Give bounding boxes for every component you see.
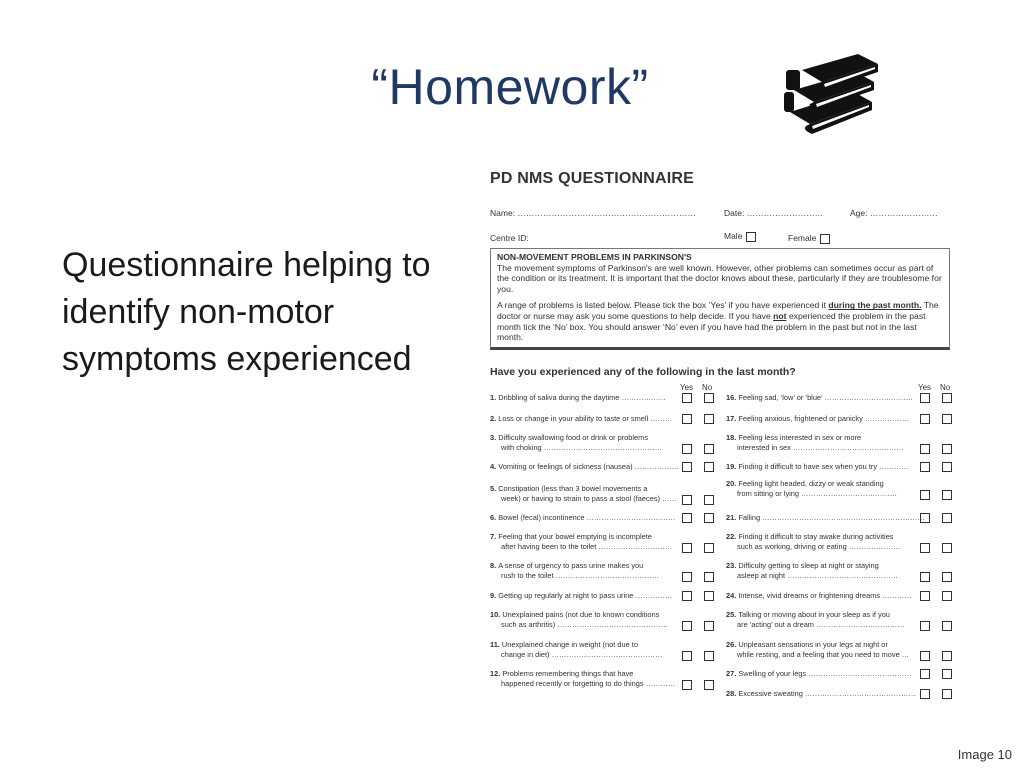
left-no-checkbox [704,680,714,690]
right-yes-checkbox [920,651,930,661]
slide-title: “Homework” [371,59,649,115]
left-yes-checkbox [682,651,692,661]
left-no-checkbox [704,651,714,661]
right-yes-checkbox [920,393,930,403]
right-item: 19. Finding it difficult to have sex when you try ………… [726,462,909,471]
right-no-checkbox [942,572,952,582]
intro-heading: NON-MOVEMENT PROBLEMS IN PARKINSON'S [497,252,692,262]
female-option [788,233,830,244]
right-no-checkbox [942,651,952,661]
left-yes-checkbox [682,495,692,505]
right-yes-checkbox [920,621,930,631]
female-checkbox [820,234,830,244]
left-no-checkbox [704,444,714,454]
age-field: Age: …………………… [850,208,938,218]
left-item: 8. A sense of urgency to pass urine makes you rush to the toilet …………………………………… [490,561,660,580]
right-yes-checkbox [920,543,930,553]
left-no-checkbox [704,543,714,553]
left-item: 1. Dribbling of saliva during the daytime ……………… [490,393,666,402]
left-yes-checkbox [682,680,692,690]
right-item: 21. Falling ………………………………………………………… [726,513,925,522]
yes-header-right: Yes [918,383,932,392]
left-yes-checkbox [682,591,692,601]
right-item: 23. Difficulty getting to sleep at night or staying asleep at night ……………………………………… [726,561,898,580]
right-no-checkbox [942,689,952,699]
right-no-checkbox [942,444,952,454]
left-item: 12. Problems remembering things that have happened recently or forgetting to do things ………… [490,669,676,688]
right-yes-checkbox [920,414,930,424]
left-item: 5. Constipation (less than 3 bowel movements a week) or having to strain to pass a stool (faeces) …… [490,484,677,503]
left-no-checkbox [704,462,714,472]
right-yes-checkbox [920,490,930,500]
left-yes-checkbox [682,543,692,553]
left-item: 10. Unexplained pains (not due to known conditions such as arthritis) ……………………………………… [490,610,669,629]
right-no-checkbox [942,414,952,424]
right-no-checkbox [942,669,952,679]
right-item: 20. Feeling light headed, dizzy or weak standing from sitting or lying ………………………………… [726,479,898,498]
left-yes-checkbox [682,393,692,403]
right-no-checkbox [942,462,952,472]
right-no-checkbox [942,393,952,403]
right-no-checkbox [942,513,952,523]
date-field: Date: ……………………… [724,208,824,218]
intro-paragraph-1: The movement symptoms of Parkinson's are well known. However, other problems can sometimes occur as part of the condition or its treatment. It is important that the doctor knows about these, particularly if they are troublesome for you. [497,262,942,294]
female-label: Female [788,233,817,243]
intro-box [490,248,950,350]
left-item: 7. Feeling that your bowel emptying is incomplete after having been to the toilet ………………………… [490,532,673,551]
right-item: 26. Unpleasant sensations in your legs at night or while resting, and a feeling that you need to move … [726,640,910,659]
right-item: 17. Feeling anxious, frightened or panicky ……………… [726,414,910,423]
left-item: 3. Difficulty swallowing food or drink or problems with choking ………………………………………… [490,433,662,452]
right-yes-checkbox [920,462,930,472]
name-field: Name: ……………………………………………………… [490,208,696,218]
left-no-checkbox [704,621,714,631]
left-item: 4. Vomiting or feelings of sickness (nausea) ……………… [490,462,679,471]
left-no-checkbox [704,513,714,523]
right-item: 22. Finding it difficult to stay awake during activities such as working, driving or eating ………………… [726,532,901,551]
no-header-left: No [702,383,713,392]
right-item: 18. Feeling less interested in sex or more interested in sex ……………………………………… [726,433,904,452]
left-no-checkbox [704,393,714,403]
question-heading: Have you experienced any of the following in the last month? [490,366,796,378]
right-yes-checkbox [920,591,930,601]
right-yes-checkbox [920,669,930,679]
right-item: 25. Talking or moving about in your sleep as if you are ‘acting’ out a dream ……………………………… [726,610,905,629]
right-yes-checkbox [920,689,930,699]
right-yes-checkbox [920,513,930,523]
right-item: 27. Swelling of your legs …………………………………… [726,669,912,678]
left-yes-checkbox [682,444,692,454]
slide-number: Image 10 [957,747,1012,762]
left-yes-checkbox [682,462,692,472]
left-yes-checkbox [682,414,692,424]
male-label: Male [724,231,743,241]
left-item: 11. Unexplained change in weight (not due to change in diet) ……………………………………… [490,640,663,659]
left-item: 2. Loss or change in your ability to taste or smell ……… [490,414,673,423]
right-no-checkbox [942,543,952,553]
yes-header-left: Yes [680,383,694,392]
right-item: 24. Intense, vivid dreams or frightening dreams ………… [726,591,912,600]
right-yes-checkbox [920,572,930,582]
left-yes-checkbox [682,513,692,523]
right-yes-checkbox [920,444,930,454]
male-option [724,231,756,242]
right-no-checkbox [942,591,952,601]
slide-body-text: Questionnaire helping to identify non-motor symptoms experienced [62,246,431,378]
intro-paragraph-2: A range of problems is listed below. Please tick the box ‘Yes’ if you have experienced it during the past month. The doctor or nurse may ask you some questions to help decide. If you have not experienced the problem in the past month tick the ‘No’ box. You should answer ‘No’ even if you have had the problem in the past but not in the last month. [497,300,939,343]
male-checkbox [746,232,756,242]
left-no-checkbox [704,495,714,505]
right-no-checkbox [942,621,952,631]
no-header-right: No [940,383,951,392]
left-no-checkbox [704,572,714,582]
left-yes-checkbox [682,572,692,582]
right-item: 16. Feeling sad, ‘low’ or ‘blue’ ……………………………… [726,393,914,402]
questionnaire-title: PD NMS QUESTIONNAIRE [490,170,695,187]
left-no-checkbox [704,414,714,424]
right-no-checkbox [942,490,952,500]
left-yes-checkbox [682,621,692,631]
books-icon [780,50,880,140]
left-no-checkbox [704,591,714,601]
centre-id-field: Centre ID: [490,233,529,243]
right-item: 28. Excessive sweating ……………………………………… [726,689,916,698]
left-item: 9. Getting up regularly at night to pass urine …………… [490,591,673,600]
left-item: 6. Bowel (fecal) incontinence ……………………………… [490,513,676,522]
